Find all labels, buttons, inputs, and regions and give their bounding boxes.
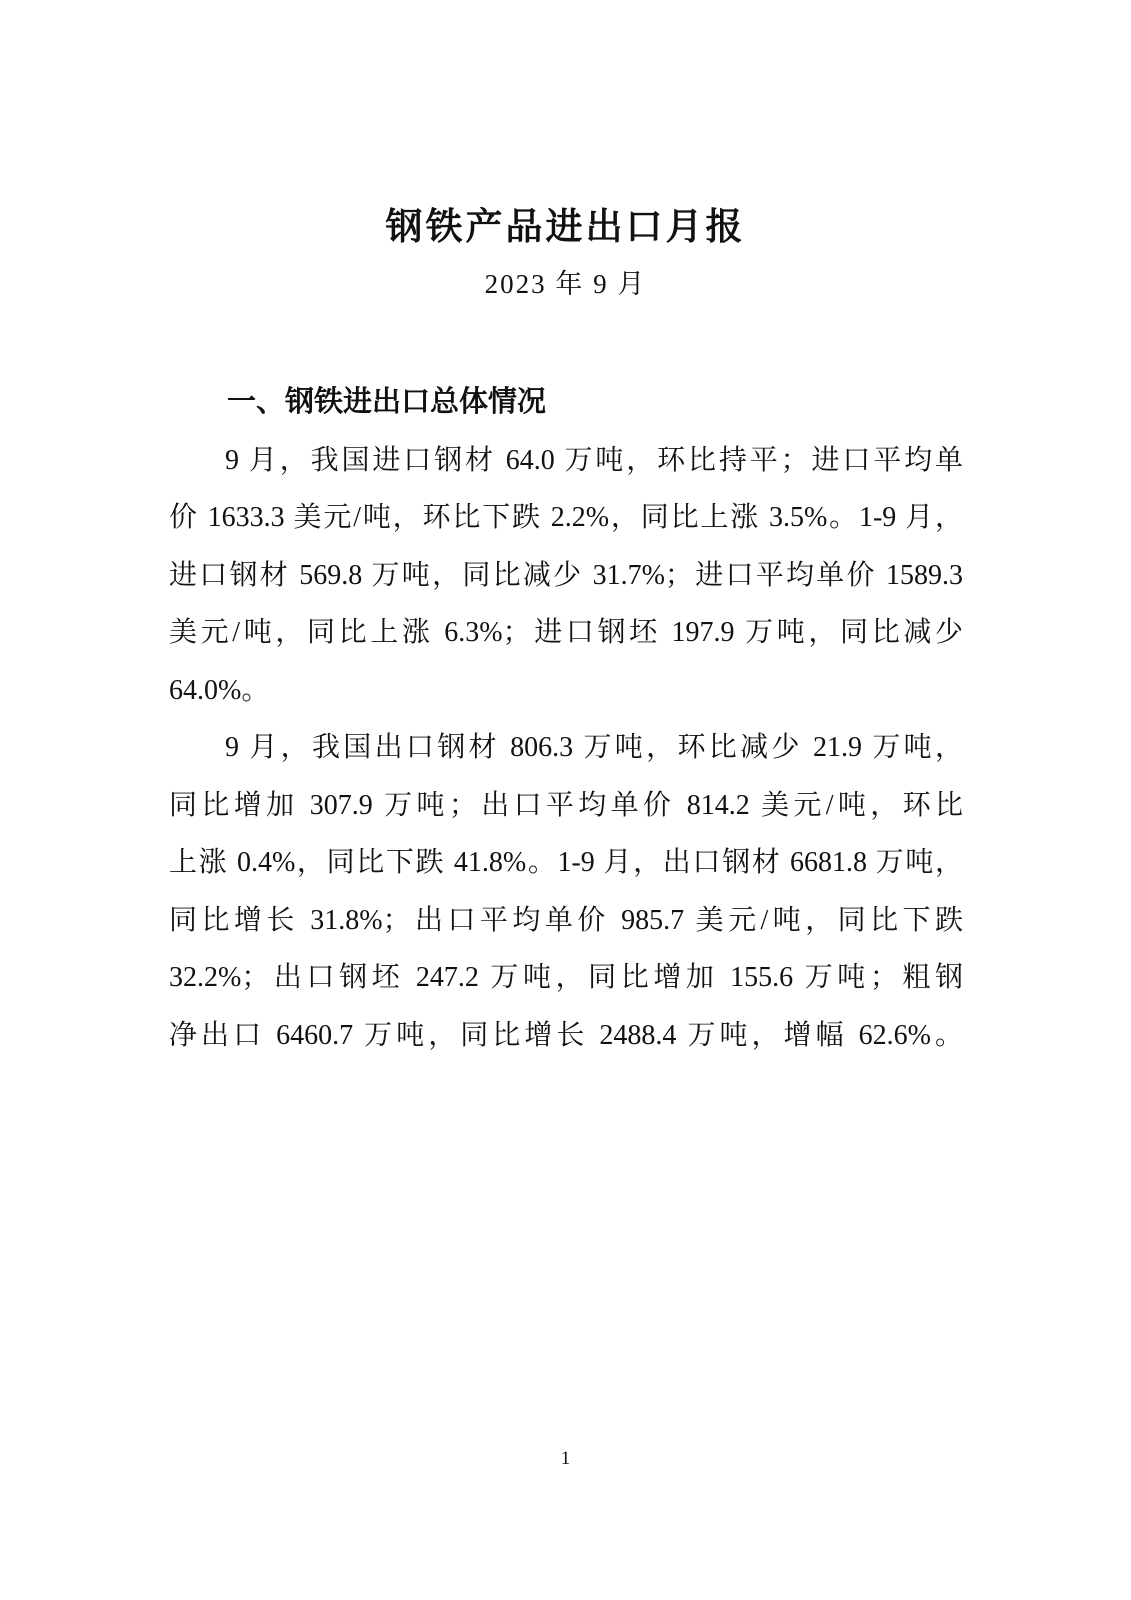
paragraph-line: 价 1633.3 美元/吨，环比下跌 2.2%，同比上涨 3.5%。1-9 月， [169,502,963,533]
paragraph-line: 9 月，我国出口钢材 806.3 万吨，环比减少 21.9 万吨， [225,732,963,763]
paragraph-line: 32.2%；出口钢坯 247.2 万吨，同比增加 155.6 万吨；粗钢 [169,962,963,993]
section-heading: 一、钢铁进出口总体情况 [227,386,547,418]
paragraph-line: 64.0%。 [169,674,270,706]
paragraph-line: 净出口 6460.7 万吨，同比增长 2488.4 万吨，增幅 62.6%。 [169,1019,963,1051]
paragraph-line: 同比增长 31.8%；出口平均单价 985.7 美元/吨，同比下跌 [169,904,963,936]
paragraph-line: 9 月，我国进口钢材 64.0 万吨，环比持平；进口平均单 [225,444,963,476]
document-body [169,374,963,1064]
paragraph-line: 美元/吨，同比上涨 6.3%；进口钢坯 197.9 万吨，同比减少 [169,617,963,648]
page-number: 1 [560,1448,571,1469]
paragraph-line: 上涨 0.4%，同比下跌 41.8%。1-9 月，出口钢材 6681.8 万吨， [169,847,963,878]
paragraph-line: 进口钢材 569.8 万吨，同比减少 31.7%；进口平均单价 1589.3 [169,559,963,591]
document-title: 钢铁产品进出口月报 [385,207,746,248]
paragraph-line: 同比增加 307.9 万吨；出口平均单价 814.2 美元/吨，环比 [169,789,963,821]
document-date: 2023 年 9 月 [484,269,647,299]
